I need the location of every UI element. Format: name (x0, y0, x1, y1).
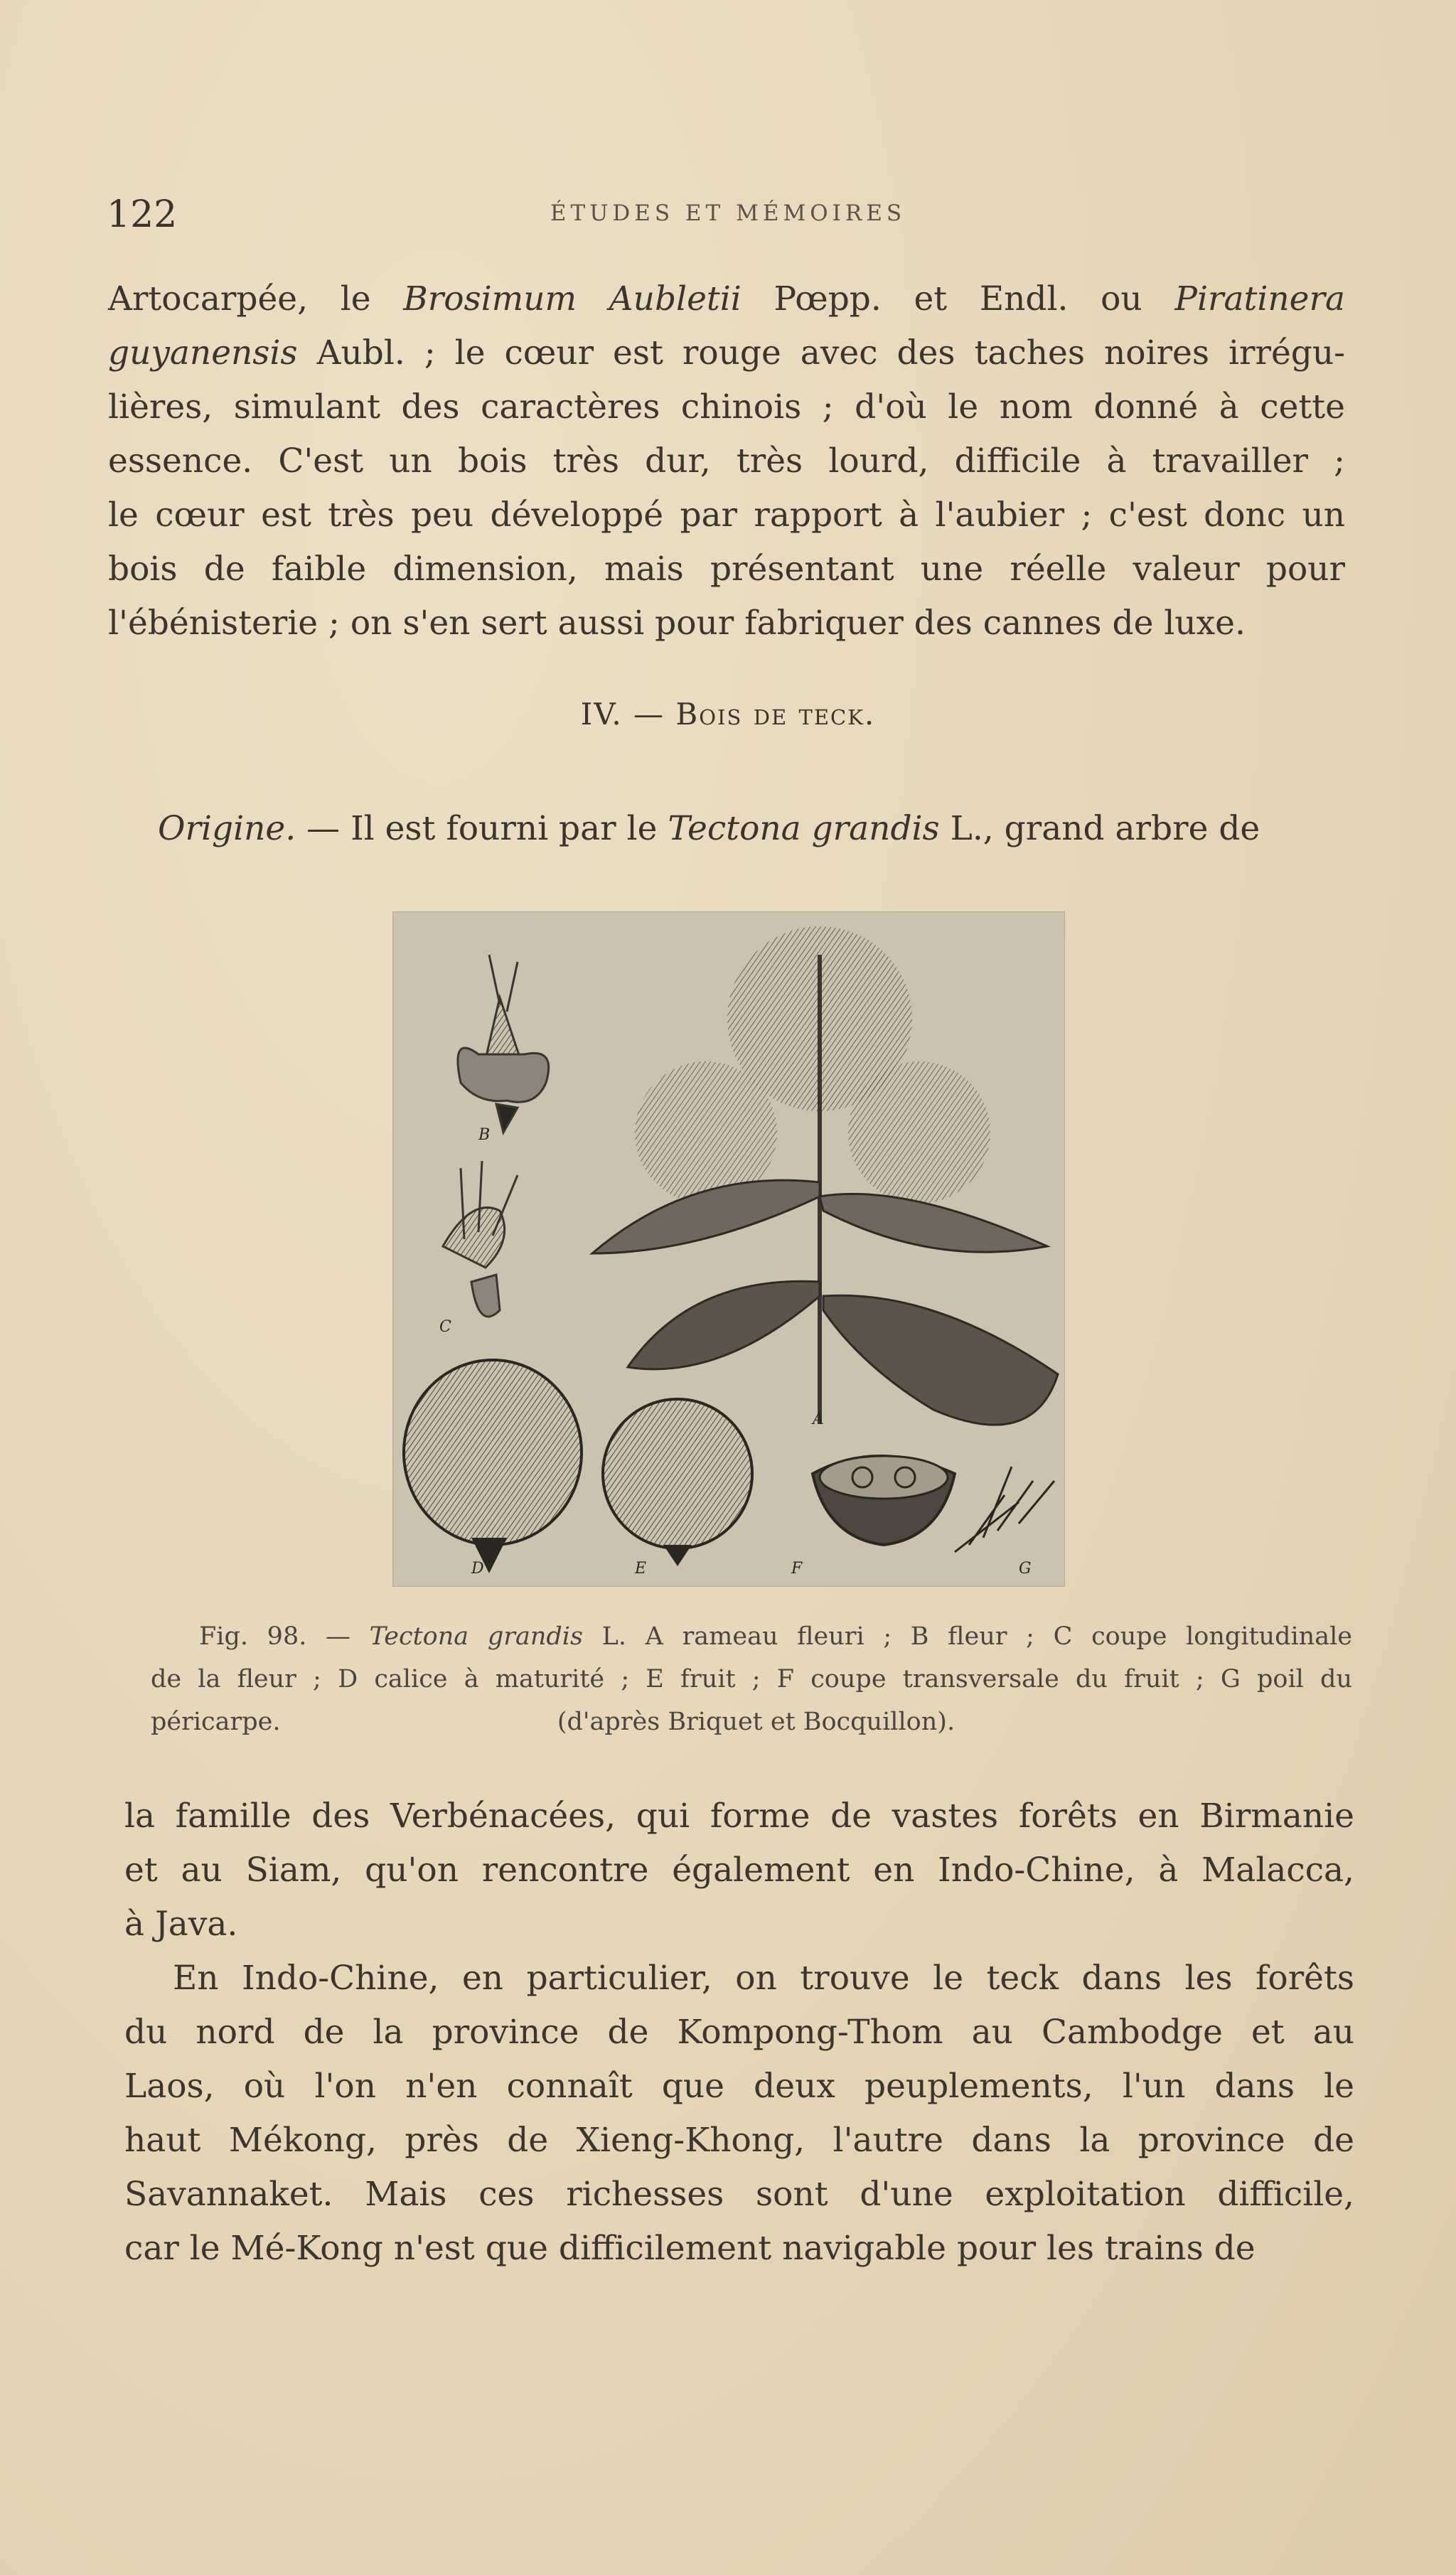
section-heading (0, 697, 1456, 732)
section-number: IV. — (580, 697, 665, 732)
italic-term: guyanensis (108, 333, 298, 373)
label-g: G (1019, 1560, 1032, 1578)
tectona-grandis-illustration (393, 912, 1064, 1586)
text-line: la famille des Verbénacées, qui forme de vastes forêts en Birmanie (124, 1797, 1354, 1836)
label-b: B (478, 1126, 491, 1144)
botanical-figure (392, 911, 1065, 1587)
italic-term: Piratinera (1174, 279, 1345, 318)
text-line: l'ébénisterie ; on s'en sert aussi pour fabriquer des cannes de luxe. (108, 604, 1246, 643)
text-line: En Indo-Chine, en particulier, on trouve le teck dans les forêts (173, 1959, 1354, 1998)
text-line: Laos, où l'on n'en connaît que deux peuplements, l'un dans le (124, 2067, 1354, 2106)
text-line: Fig. 98. — Tectona grandis L. A rameau fleuri ; B fleur ; C coupe longitudinale (199, 1622, 1353, 1651)
text-line: le cœur est très peu développé par rapport à l'aubier ; c'est donc un (108, 496, 1345, 535)
label-d: D (471, 1560, 484, 1578)
body-paragraph-2 (124, 1952, 1354, 2276)
label-c: C (439, 1318, 451, 1336)
figure-caption (151, 1615, 1352, 1743)
text-line: bois de faible dimension, mais présentant une réelle valeur pour (108, 550, 1345, 589)
text-line: péricarpe. (d'après Briquet et Bocquillon). (151, 1708, 956, 1736)
italic-term: Tectona grandis (369, 1622, 583, 1651)
text-line: de la fleur ; D calice à maturité ; E fruit ; F coupe transversale du fruit ; G poil du (151, 1665, 1352, 1693)
label-a: A (813, 1410, 824, 1428)
text-line: à Java. (124, 1905, 238, 1944)
text-line: essence. C'est un bois très dur, très lourd, difficile à travailler ; (108, 441, 1345, 481)
page-number: 122 (107, 193, 178, 236)
text-line: Savannaket. Mais ces richesses sont d'une exploitation difficile, (124, 2175, 1354, 2214)
origine-label: Origine. (158, 809, 296, 848)
origine-line (158, 802, 1345, 856)
body-paragraph (124, 1789, 1354, 1952)
species-name: Tectona grandis (668, 809, 940, 848)
text-line: car le Mé-Kong n'est que difficilement navigable pour les trains de (124, 2229, 1256, 2268)
text-line: et au Siam, qu'on rencontre également en Indo-Chine, à Malacca, (124, 1851, 1354, 1890)
origine-text-after: L., grand arbre de (939, 809, 1260, 848)
text-line: guyanensis Aubl. ; le cœur est rouge avec des taches noires irrégu- (108, 333, 1345, 373)
running-head: ÉTUDES ET MÉMOIRES (550, 200, 906, 226)
label-f: F (791, 1560, 803, 1578)
text-line: haut Mékong, près de Xieng-Khong, l'autre dans la province de (124, 2121, 1354, 2160)
text-line: lières, simulant des caractères chinois ; d'où le nom donné à cette (108, 387, 1345, 427)
section-title: Bois de teck. (675, 697, 876, 732)
label-e: E (635, 1560, 647, 1578)
text-line: Artocarpée, le Brosimum Aubletii Pœpp. et Endl. ou Piratinera (108, 279, 1345, 318)
italic-term: Brosimum Aubletii (403, 279, 742, 318)
intro-paragraph (108, 272, 1345, 651)
origine-text-before: — Il est fourni par le (296, 809, 668, 848)
text-line: du nord de la province de Kompong-Thom au Cambodge et au (124, 2013, 1354, 2052)
